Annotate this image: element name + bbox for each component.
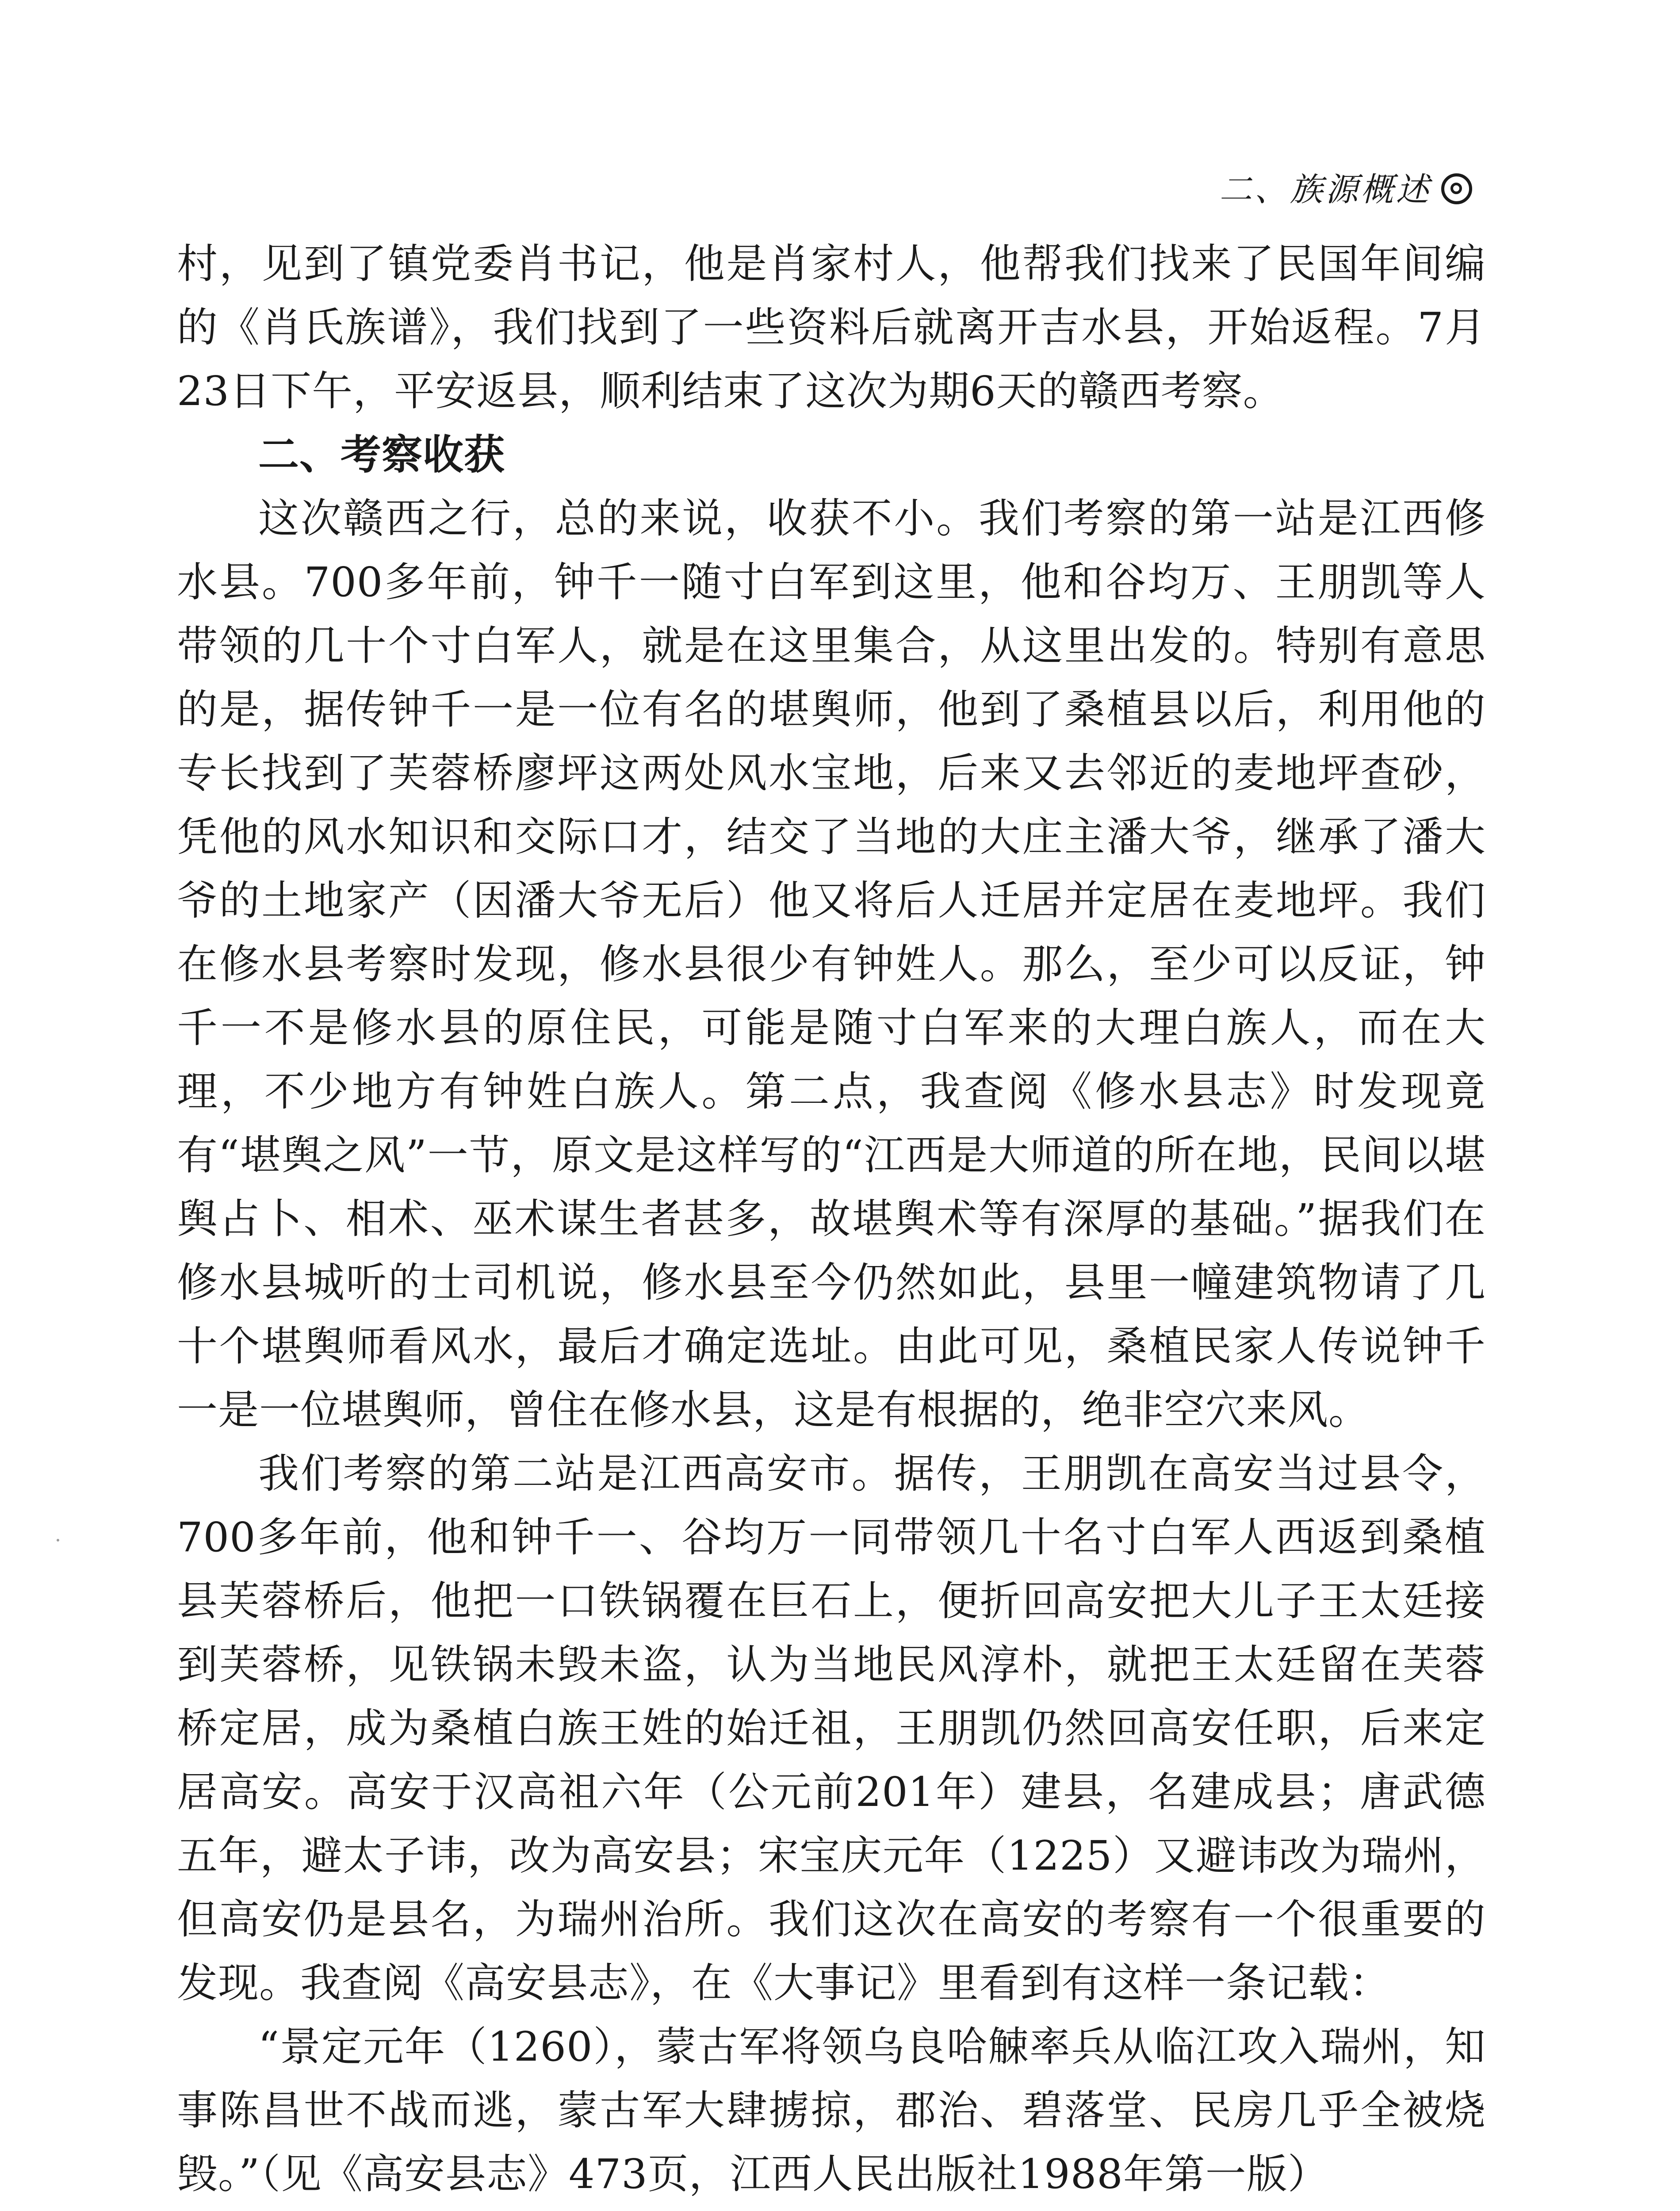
scan-speck <box>57 1539 59 1542</box>
body-text <box>177 232 1486 2211</box>
paragraph: 我们考察的第二站是江西高安市。据传，王朋凯在高安当过县令，700多年前，他和钟千一、谷均万一同带领几十名寸白军人西返到桑植县芙蓉桥后，他把一口铁锅覆在巨石上，便折回高安把大儿子王太廷接到芙蓉桥，见铁锅未毁未盗，认为当地民风淳朴，就把王太廷留在芙蓉桥定居，成为桑植白族王姓的始迁祖，王朋凯仍然回高安任职，后来定居高安。高安于汉高祖六年（公元前201年）建县，名建成县；唐武德五年，避太子讳，改为高安县；宋宝庆元年（1225）又避讳改为瑞州，但高安仍是县名，为瑞州治所。我们这次在高安的考察有一个很重要的发现。我查阅《高安县志》，在《大事记》里看到有这样一条记载： <box>177 1450 1486 2007</box>
running-header <box>1219 164 1472 210</box>
double-circle-icon <box>1441 173 1472 204</box>
quoted-record: “景定元年（1260），蒙古军将领乌良哈觫率兵从临江攻入瑞州，知事陈昌世不战而逃，蒙古军大肆掳掠，郡治、碧落堂、民房几乎全被烧毁。”（见《高安县志》473页，江西人民出版社1988年第一版） <box>177 2023 1486 2198</box>
section-heading: 二、考察收获 <box>258 431 505 478</box>
paragraph: 这次赣西之行，总的来说，收获不小。我们考察的第一站是江西修水县。700多年前，钟千一随寸白军到这里，他和谷均万、王朋凯等人带领的几十个寸白军人，就是在这里集合，从这里出发的。特别有意思的是，据传钟千一是一位有名的堪舆师，他到了桑植县以后，利用他的专长找到了芙蓉桥廖坪这两处风水宝地，后来又去邻近的麦地坪查砂，凭他的风水知识和交际口才，结交了当地的大庄主潘大爷，继承了潘大爷的土地家产（因潘大爷无后）他又将后人迁居并定居在麦地坪。我们在修水县考察时发现，修水县很少有钟姓人。那么，至少可以反证，钟千一不是修水县的原住民，可能是随寸白军来的大理白族人，而在大理，不少地方有钟姓白族人。第二点，我查阅《修水县志》时发现竟有“堪舆之风”一节，原文是这样写的“江西是大师道的所在地，民间以堪舆占卜、相术、巫术谋生者甚多，故堪舆术等有深厚的基础。”据我们在修水县城听的士司机说，修水县至今仍然如此，县里一幢建筑物请了几十个堪舆师看风水，最后才确定选址。由此可见，桑植民家人传说钟千一是一位堪舆师，曾住在修水县，这是有根据的，绝非空穴来风。 <box>177 495 1486 1434</box>
paragraph <box>177 2206 1486 2211</box>
section-title: 二、族源概述 <box>1219 171 1431 209</box>
paragraph: 村，见到了镇党委肖书记，他是肖家村人，他帮我们找来了民国年间编的《肖氏族谱》，我们找到了一些资料后就离开吉水县，开始返程。7月23日下午，平安返县，顺利结束了这次为期6天的赣西考察。 <box>177 240 1486 415</box>
